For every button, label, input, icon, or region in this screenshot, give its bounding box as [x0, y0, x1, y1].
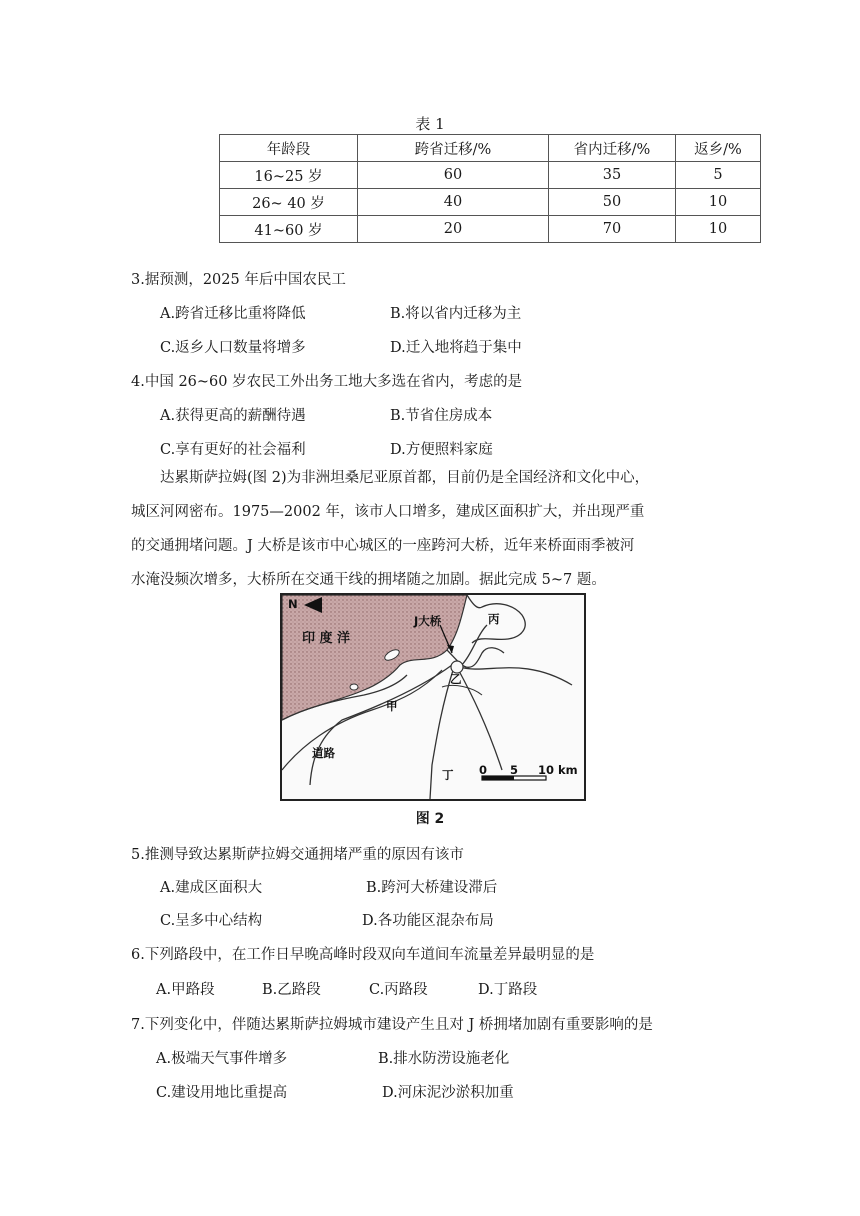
question-4-option-d: D.方便照料家庭 — [390, 442, 493, 458]
yi-label: 乙 — [450, 672, 462, 686]
passage-line: 达累斯萨拉姆(图 2)为非洲坦桑尼亚原首都，目前仍是全国经济和文化中心， — [160, 470, 650, 486]
question-7-option-c: C.建设用地比重提高 — [156, 1085, 288, 1101]
table-row — [220, 189, 761, 216]
question-6-option-a: A.甲路段 — [156, 982, 215, 998]
question-5-option-a: A.建成区面积大 — [160, 880, 263, 896]
question-4-stem: 4.中国 26~60 岁农民工外出务工地大多选在省内，考虑的是 — [131, 374, 523, 390]
table-cell: 60 — [358, 162, 549, 189]
table-header-cell: 省内迁移/% — [549, 135, 676, 162]
road — [460, 667, 572, 685]
table-cell: 50 — [549, 189, 676, 216]
question-6-option-c: C.丙路段 — [369, 982, 428, 998]
table-header-row — [220, 135, 761, 162]
question-4-option-a: A.获得更高的薪酬待遇 — [160, 408, 306, 424]
table-cell: 70 — [549, 216, 676, 243]
table-cell: 35 — [549, 162, 676, 189]
table-row — [220, 216, 761, 243]
question-6-option-b: B.乙路段 — [262, 982, 321, 998]
jia-label: 甲 — [386, 699, 398, 713]
question-5-option-c: C.呈多中心结构 — [160, 913, 263, 929]
north-label: N — [288, 597, 298, 611]
question-7-stem: 7.下列变化中，伴随达累斯萨拉姆城市建设产生且对 J 桥拥堵加剧有重要影响的是 — [131, 1017, 653, 1033]
question-3-stem: 3.据预测，2025 年后中国农民工 — [131, 272, 346, 288]
question-4-option-b: B.节省住房成本 — [390, 408, 493, 424]
migration-table — [219, 134, 761, 243]
scale-0-label: 0 — [479, 763, 488, 777]
table-cell: 10 — [676, 216, 761, 243]
table-title: 表 1 — [415, 115, 445, 133]
table-cell: 10 — [676, 189, 761, 216]
question-6-stem: 6.下列路段中，在工作日早晚高峰时段双向车道间车流量差异最明显的是 — [131, 947, 595, 963]
ding-label: 丁 — [442, 768, 454, 782]
table-cell: 5 — [676, 162, 761, 189]
question-7-option-b: B.排水防涝设施老化 — [378, 1051, 510, 1067]
table-header-cell: 跨省迁移/% — [358, 135, 549, 162]
question-3-option-b: B.将以省内迁移为主 — [390, 306, 522, 322]
passage-line: 的交通拥堵问题。J 大桥是该市中心城区的一座跨河大桥，近年来桥面雨季被河 — [131, 538, 635, 554]
map-figure — [280, 593, 586, 801]
question-6-option-d: D.丁路段 — [478, 982, 538, 998]
question-5-option-b: B.跨河大桥建设滞后 — [366, 880, 498, 896]
bridge-label: J大桥 — [414, 614, 442, 628]
table-cell: 26~ 40 岁 — [220, 189, 358, 216]
table-cell: 40 — [358, 189, 549, 216]
road — [458, 669, 502, 770]
table-header-cell: 年龄段 — [220, 135, 358, 162]
figure-caption: 图 2 — [415, 811, 445, 827]
table-cell: 41~60 岁 — [220, 216, 358, 243]
table-row — [220, 162, 761, 189]
question-3-option-a: A.跨省迁移比重将降低 — [160, 306, 306, 322]
question-4-option-c: C.享有更好的社会福利 — [160, 442, 306, 458]
road — [460, 625, 487, 667]
passage-line: 城区河网密布。1975—2002 年，该市人口增多，建成区面积扩大，并出现严重 — [131, 504, 645, 520]
island — [350, 684, 358, 690]
road-label: 道路 — [312, 746, 335, 760]
scale-10-label: 10 km — [538, 763, 578, 777]
question-5-option-d: D.各功能区混杂布局 — [362, 913, 494, 929]
ocean-label: 印 度 洋 — [302, 631, 351, 646]
question-7-option-a: A.极端天气事件增多 — [156, 1051, 288, 1067]
bing-label: 丙 — [488, 612, 500, 626]
question-5-stem: 5.推测导致达累斯萨拉姆交通拥堵严重的原因有该市 — [131, 847, 464, 863]
scale-5-label: 5 — [510, 763, 519, 777]
passage-line: 水淹没频次增多，大桥所在交通干线的拥堵随之加剧。据此完成 5~7 题。 — [131, 572, 606, 588]
question-3-option-d: D.迁入地将趋于集中 — [390, 340, 522, 356]
table-cell: 20 — [358, 216, 549, 243]
table-header-cell: 返乡/% — [676, 135, 761, 162]
question-7-option-d: D.河床泥沙淤积加重 — [382, 1085, 514, 1101]
question-3-option-c: C.返乡人口数量将增多 — [160, 340, 306, 356]
table-cell: 16~25 岁 — [220, 162, 358, 189]
